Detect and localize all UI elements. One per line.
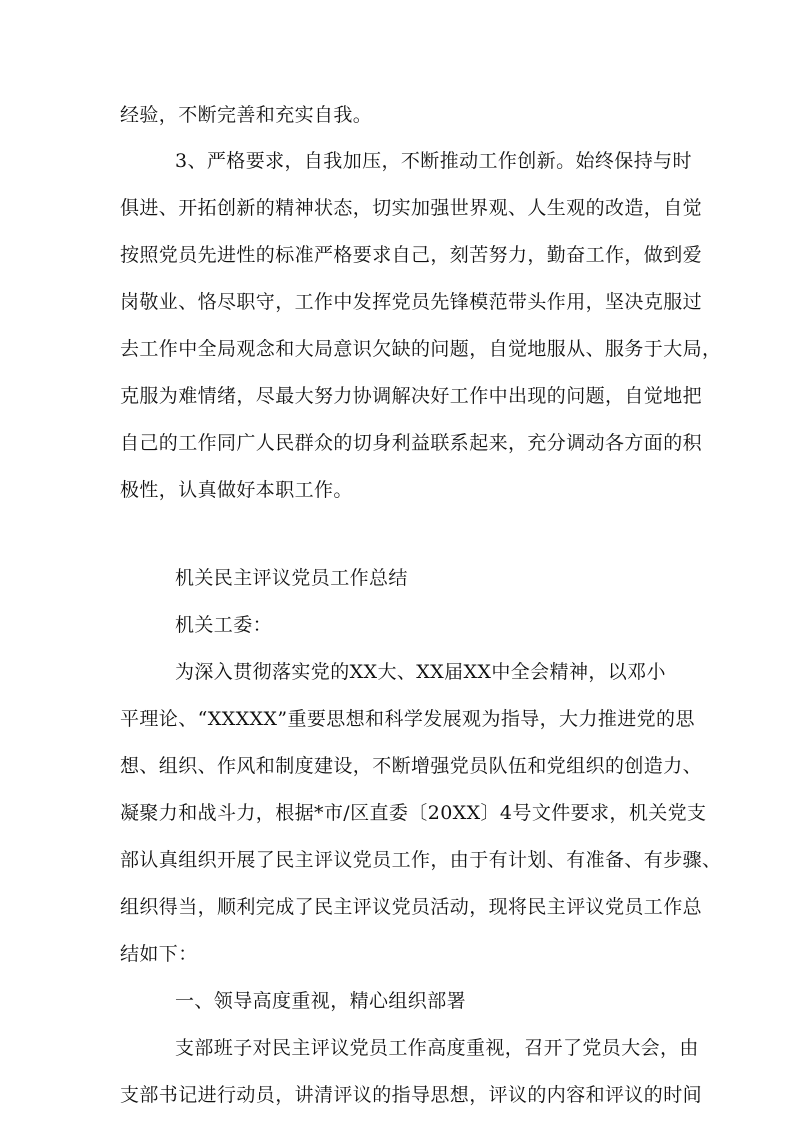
body-text-line: 为深入贯彻落实党的XX大、XX届XX中全会精神，以邓小 xyxy=(175,661,666,683)
section-title: 机关民主评议党员工作总结 xyxy=(175,567,408,589)
body-text-line: 平理论、“XXXXX”重要思想和科学发展观为指导，大力推进党的思 xyxy=(120,708,695,730)
body-text-line: 岗敬业、恪尽职守，工作中发挥党员先锋模范带头作用，坚决克服过 xyxy=(120,291,703,313)
body-text-line: 支部书记进行动员，讲清评议的指导思想，评议的内容和评议的时间 xyxy=(120,1084,703,1106)
body-text-line: 组织得当，顺利完成了民主评议党员活动，现将民主评议党员工作总 xyxy=(120,896,703,918)
body-text-line: 按照党员先进性的标准严格要求自己，刻苦努力，勤奋工作，做到爱 xyxy=(120,244,703,266)
body-text-line: 部认真组织开展了民主评议党员工作，由于有计划、有准备、有步骤、 xyxy=(120,849,722,871)
body-text-line: 3、严格要求，自我加压，不断推动工作创新。始终保持与时 xyxy=(175,150,692,172)
body-text-line: 克服为难情绪，尽最大努力协调解决好工作中出现的问题，自觉地把 xyxy=(120,385,703,407)
subsection-heading: 一、领导高度重视，精心组织部署 xyxy=(175,990,467,1012)
body-text-line: 自己的工作同广人民群众的切身利益联系起来，充分调动各方面的积 xyxy=(120,432,703,454)
body-text-line: 凝聚力和战斗力，根据*市/区直委〔20XX〕4号文件要求，机关党支 xyxy=(120,802,707,824)
body-text-line: 去工作中全局观念和大局意识欠缺的问题，自觉地服从、服务于大局， xyxy=(120,338,722,360)
body-text-line: 结如下： xyxy=(120,943,198,965)
body-text-line: 支部班子对民主评议党员工作高度重视，召开了党员大会，由 xyxy=(175,1037,699,1059)
body-text-line: 俱进、开拓创新的精神状态，切实加强世界观、人生观的改造，自觉 xyxy=(120,197,703,219)
body-text-line: 极性，认真做好本职工作。 xyxy=(120,479,353,501)
body-text-line: 想、组织、作风和制度建设，不断增强党员队伍和党组织的创造力、 xyxy=(120,755,703,777)
body-text-line: 经验，不断完善和充实自我。 xyxy=(120,104,373,126)
recipient-line: 机关工委： xyxy=(175,614,273,636)
